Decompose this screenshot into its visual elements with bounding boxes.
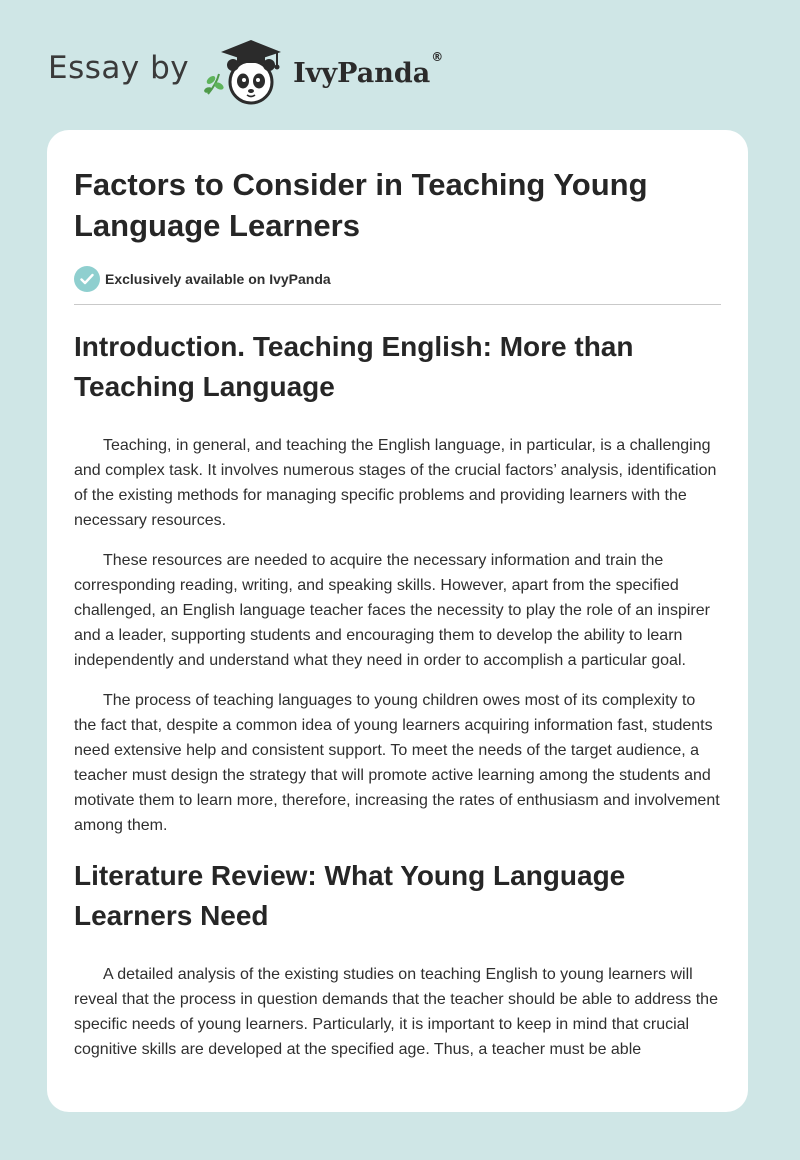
check-icon bbox=[74, 266, 100, 292]
section-heading: Introduction. Teaching English: More than Teaching Language bbox=[74, 331, 634, 402]
paragraph: Teaching, in general, and teaching the English language, in particular, is a challenging and complex task. It involves numerous stages of the crucial factors’ analysis, identification of the existing methods for managing specific problems and providing learners with the necessary resources. bbox=[74, 437, 717, 529]
paragraph: The process of teaching languages to young children owes most of its complexity to the fact that, despite a common idea of young learners acquiring information fast, students need extensive help and consistent support. To meet the needs of the target audience, a teacher must design the strategy that will promote active learning among the students and motivate them to learn more, therefore, increasing the rates of enthusiasm and involvement among them. bbox=[74, 692, 720, 834]
section-heading: Literature Review: What Young Language Learners Need bbox=[74, 860, 626, 931]
paragraph: These resources are needed to acquire the necessary information and train the corresponding reading, writing, and speaking skills. However, apart from the specified challenged, an English language teacher faces the necessity to play the role of an inspirer and a leader, supporting students and encouraging them to develop the ability to learn independently and understand what they need in order to accomplish a particular goal. bbox=[74, 552, 710, 669]
brand-name bbox=[293, 49, 444, 89]
brand-name-text: IvyPanda bbox=[293, 57, 431, 89]
exclusive-badge bbox=[74, 266, 721, 292]
panda-graduate-icon bbox=[199, 36, 291, 108]
essay-title: Factors to Consider in Teaching Young Language Learners bbox=[74, 167, 648, 243]
registered-mark: ® bbox=[431, 49, 444, 64]
paragraph: A detailed analysis of the existing studies on teaching English to young learners will reveal that the process in question demands that the teacher should be able to address the specific needs of young learners. Particularly, it is important to keep in mind that crucial cognitive skills are developed at the specified age. Thus, a teacher must be able bbox=[74, 966, 718, 1058]
title-divider bbox=[74, 304, 721, 305]
brand-header[interactable] bbox=[48, 36, 443, 108]
badge-text: Exclusively available on IvyPanda bbox=[105, 271, 331, 287]
brand-prefix: Essay by bbox=[48, 50, 190, 86]
essay-card bbox=[47, 130, 748, 1112]
